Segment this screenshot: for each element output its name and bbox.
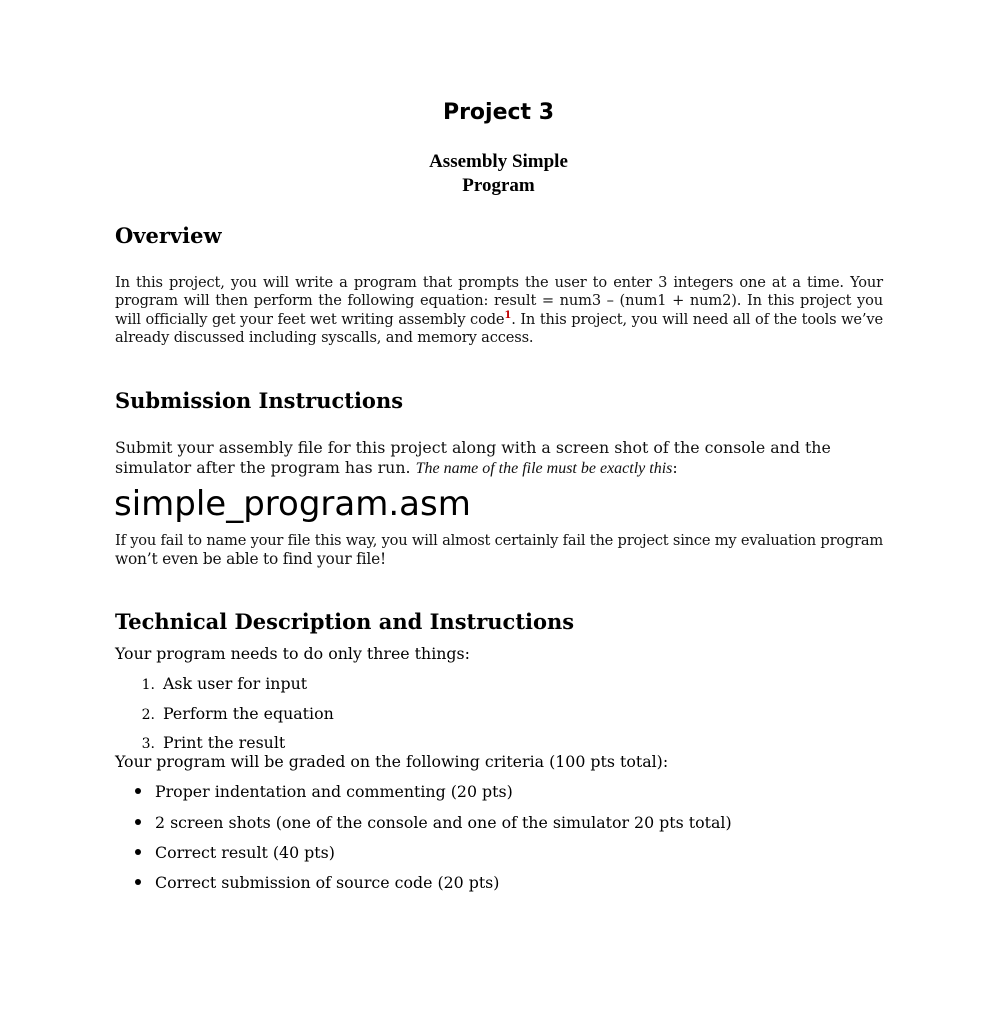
required-filename: simple_program.asm (114, 484, 471, 524)
criteria-item (115, 843, 335, 863)
overview-line-part: will officially get your feet wet writing assembly code (115, 311, 505, 328)
filename-warning (115, 531, 883, 569)
overview-paragraph (115, 274, 883, 346)
criteria-text: Correct submission of source code (20 pts) (155, 873, 500, 892)
overview-line-part: . In this project, you will need all of the tools we’ve (511, 311, 883, 328)
overview-line-with-footnote (115, 311, 883, 329)
submission-line-plain: simulator after the program has run. (115, 458, 416, 477)
page-subtitle (0, 150, 997, 198)
step-text: Print the result (163, 733, 286, 752)
submission-heading: Submission Instructions (115, 388, 404, 413)
bullet-icon (135, 788, 141, 794)
step-number: 2. (141, 707, 155, 723)
bullet-icon (135, 879, 141, 885)
page-title: Project 3 (442, 100, 555, 125)
bullet-icon (135, 819, 141, 825)
criteria-text: Correct result (40 pts) (155, 843, 335, 862)
subtitle-line-2: Program (462, 175, 535, 196)
footnote-marker[interactable]: 1 (504, 310, 512, 322)
subtitle-line-1: Assembly Simple (429, 151, 568, 172)
overview-line: already discussed including syscalls, and memory access. (115, 328, 534, 346)
step-text: Perform the equation (163, 704, 334, 723)
overview-line: In this project, you will write a program that prompts the user to enter 3 integers one at a time. Your (115, 274, 883, 291)
criteria-item (115, 782, 513, 802)
warning-line: won’t even be able to find your file! (115, 550, 387, 568)
submission-paragraph (115, 438, 883, 479)
step-number: 1. (141, 677, 155, 693)
step-text: Ask user for input (163, 674, 308, 693)
grading-intro: Your program will be graded on the following criteria (100 pts total): (115, 752, 669, 771)
step-item (115, 704, 334, 725)
overview-heading: Overview (115, 223, 222, 248)
overview-line: program will then perform the following equation: result = num3 – (num1 + num2). In this project you (115, 291, 883, 309)
technical-heading: Technical Description and Instructions (115, 609, 575, 634)
criteria-text: Proper indentation and commenting (20 pts) (155, 782, 513, 801)
bullet-icon (135, 849, 141, 855)
submission-line-2 (115, 458, 883, 479)
submission-line-italic: The name of the file must be exactly this (415, 460, 673, 477)
submission-line-end: : (672, 458, 678, 477)
criteria-item (115, 813, 732, 833)
technical-intro: Your program needs to do only three things: (115, 644, 470, 663)
submission-line: Submit your assembly file for this project along with a screen shot of the console and the (115, 438, 831, 457)
step-item (115, 674, 307, 695)
step-item (115, 733, 285, 754)
warning-line: If you fail to name your file this way, you will almost certainly fail the project since my evaluation program (115, 532, 883, 549)
criteria-text: 2 screen shots (one of the console and one of the simulator 20 pts total) (155, 813, 732, 832)
criteria-item (115, 873, 499, 893)
step-number: 3. (141, 736, 155, 752)
